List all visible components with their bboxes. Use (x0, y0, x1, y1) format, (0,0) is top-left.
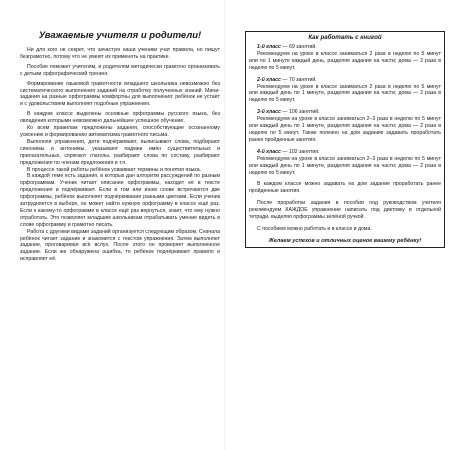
grade-heading (249, 77, 441, 84)
grade-label: 1-й класс (257, 44, 281, 50)
grade-heading (249, 44, 441, 51)
grade-text: Рекомендуем на уроке в классе заниматься 2 раза в неделю по 5 минут или каждый день по 1 минуте, разделяя задания на части; дома — 2 раза в неделю по 5 минут. (249, 83, 441, 104)
paragraph: В каждом классе выделены основные орфограммы русского языка, без овладения которыми невозможно дальнейшее успешное обучение. (20, 111, 220, 125)
paragraph: Ни для кого не секрет, что зачастую наши ученики учат правила, но пишут безграмотно, потому что не умеют их применять на практике. (20, 47, 220, 60)
page-gutter (224, 0, 226, 450)
home-note: В каждом классе можно задавать на дом задание проработать ранее пройденные занятия. (249, 181, 441, 195)
after-note: После проработки задания в пособии под руководством учителя рекомендуем КАЖДОЕ упражнение написать под диктовку в отдельной тетради, выделяя орфограммы зелёной ручкой. (249, 200, 441, 221)
grade-text: Рекомендуем на уроке в классе заниматься 2 раза в неделю по 5 минут или по 1 минуте каждый день, разделяя задания на части; дома — 2 раза в неделю по 5 минут. (249, 50, 441, 71)
right-page (245, 30, 445, 435)
lesson-count: — 70 занятий. (280, 76, 317, 83)
lesson-count: — 106 занятий. (280, 109, 320, 116)
paragraph: Формирование языковой грамотности младшего школьника невозможно без систематического выполнения заданий на отработку полученных знаний. Мини-задания на разные орфограммы комфортны для выполнения: ребёнок не устаёт и с удовольствием выполняет подобные упражнения. (20, 80, 220, 108)
grade-text: Рекомендуем на уроке в классе заниматься 2–3 раза в неделю по 5 минут или каждый день по 1 минуте, разделяя задания на части; дома — 2 раза в неделю по 5 минут. Также полезно на дом заданию задавать проработать ранее пройденные занятия. (249, 116, 441, 143)
section-title: Как работать с книгой (308, 34, 382, 41)
wish-text: Желаем успехов и отличных оценок вашему ребёнку! (268, 237, 422, 244)
paragraph: Пособие поможет учителям, и родителям методически грамотно организовать с детьми орфографический тренинг. (20, 63, 220, 77)
instructions-frame (245, 31, 445, 248)
paragraph: Выполняя упражнения, дети подчёркивают, выписывают слова, подбирают синонимы и антонимы, указывают падежи имён существительных и прилагательных, спрягают глаголы, разбирают слова по составу, разбирают предложения по членам предложения и т.п. (20, 138, 220, 166)
lesson-count: — 69 занятий. (280, 44, 317, 50)
help-note: С пособием можно работать и в классе и дома. (257, 225, 372, 232)
grade-label: 4-й класс (257, 148, 281, 155)
paragraph: В каждой теме есть задания, в которых дан алгоритм рассуждений по разным орфограммам. Ученик читает описание орфограммы, находит её в тексте предложения и подчёркивает. Если в том или ином слове встречаются две орфограммы, ребёнок выполняет подчёркивание разными цветами. Если ученик затрудняется в выборе, он может найти нужную орфограмму в классе ещё раз. Если к какому-то орфограмме в классе ещё раз вернуться, знает, что ему нужно отработать. Это позволяет младшим школьникам отрабатывать умение видеть в слове орфограмму и грамотно писать. (20, 173, 220, 228)
grade-heading (249, 149, 441, 156)
grade-heading (249, 109, 441, 116)
lesson-count: — 102 занятия. (280, 148, 320, 155)
paragraph: В процессе такой работы ребёнок усваивает термины и понятия языка. (27, 166, 202, 173)
intro-text (20, 47, 220, 263)
grade-label: 3-й класс (257, 109, 281, 116)
paragraph: Ко всем правилам предложены задания, способствующие осознанному усвоению и формированию автоматизма грамотного письма. (20, 125, 220, 138)
page-title: Уважаемые учителя и родители! (38, 30, 202, 41)
paragraph: Работа с другими видами заданий организуется следующим образом. Сначала ребёнок читает задание и знакомится с текстом упражнения. Затем выполняет задание, проговаривая всё вслух. После этого он проверяет выполненное задание. Если же обнаружена ошибка, то ребёнок подчёркивает правило и исправляет её. (20, 228, 221, 263)
left-page (20, 30, 220, 435)
grade-text: Рекомендуем на уроке в классе заниматься 2–3 раза в неделю по 5 минут или каждый день по 1 минуте, разделяя задания на части; дома — 2 раза в неделю по 5 минут. (249, 155, 441, 176)
grade-label: 2-й класс (257, 76, 281, 83)
